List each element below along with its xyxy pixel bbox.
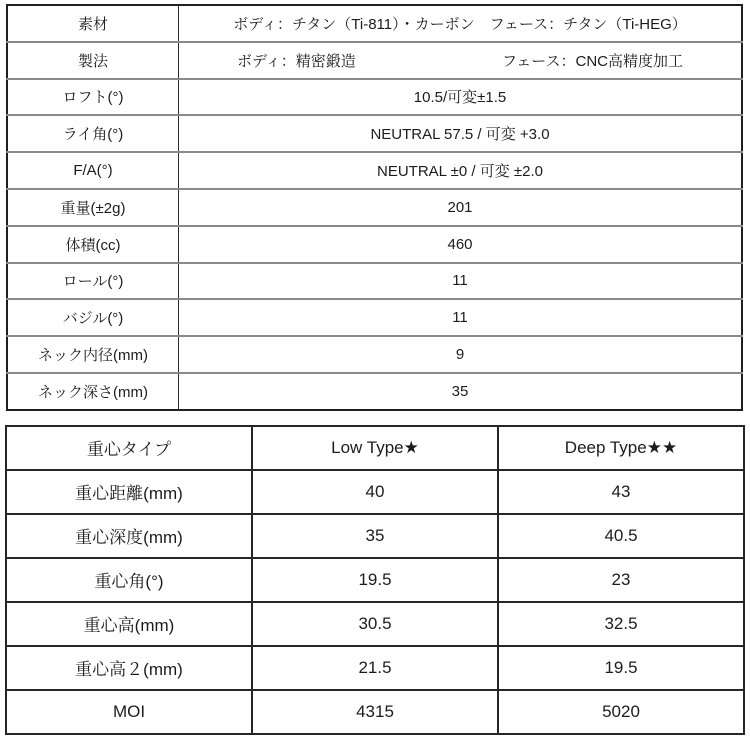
spec-value-roll: 11 <box>179 263 743 300</box>
cg-distance-low: 40 <box>252 470 498 514</box>
cg-header-low-type: Low Type★ <box>252 426 498 470</box>
spec-value-weight: 201 <box>179 189 743 226</box>
spec-label-neck-depth: ネック深さ(mm) <box>7 373 179 410</box>
cg-distance-deep: 43 <box>498 470 744 514</box>
cg-row-height <box>6 602 744 646</box>
table-row-method <box>7 42 742 79</box>
spec-value-neck-inner-diameter: 9 <box>179 336 743 373</box>
cg-table <box>5 425 745 735</box>
cg-label-angle: 重心角(°) <box>6 558 252 602</box>
spec-label-face-angle: F/A(°) <box>7 152 179 189</box>
spec-value-face-angle: NEUTRAL ±0 / 可変 ±2.0 <box>179 152 743 189</box>
cg-header-row <box>6 426 744 470</box>
spec-label-volume: 体積(cc) <box>7 226 179 263</box>
cg-row-moi <box>6 690 744 734</box>
spec-label-neck-inner-diameter: ネック内径(mm) <box>7 336 179 373</box>
spec-value-neck-depth: 35 <box>179 373 743 410</box>
spec-label-material: 素材 <box>7 5 179 42</box>
cg-height2-deep: 19.5 <box>498 646 744 690</box>
spec-table <box>6 4 743 411</box>
table-row-lie-angle <box>7 115 742 152</box>
cg-row-height2 <box>6 646 744 690</box>
cg-label-distance: 重心距離(mm) <box>6 470 252 514</box>
table-row-face-angle <box>7 152 742 189</box>
cg-label-height: 重心高(mm) <box>6 602 252 646</box>
cg-header-deep-type: Deep Type★★ <box>498 426 744 470</box>
cg-depth-low: 35 <box>252 514 498 558</box>
method-body-value: ボディ：精密鍛造 <box>237 52 356 70</box>
cg-angle-deep: 23 <box>498 558 744 602</box>
table-row-neck-depth <box>7 373 742 410</box>
spec-label-roll: ロール(°) <box>7 263 179 300</box>
spec-value-loft: 10.5/可変±1.5 <box>179 79 743 116</box>
table-row-weight <box>7 189 742 226</box>
spec-label-lie-angle: ライ角(°) <box>7 115 179 152</box>
spec-value-lie-angle: NEUTRAL 57.5 / 可変 +3.0 <box>179 115 743 152</box>
cg-row-distance <box>6 470 744 514</box>
cg-header-type: 重心タイプ <box>6 426 252 470</box>
cg-height-low: 30.5 <box>252 602 498 646</box>
table-row-loft <box>7 79 742 116</box>
spec-label-bulge: バジル(°) <box>7 299 179 336</box>
cg-moi-deep: 5020 <box>498 690 744 734</box>
cg-height2-low: 21.5 <box>252 646 498 690</box>
cg-row-depth <box>6 514 744 558</box>
spec-label-weight: 重量(±2g) <box>7 189 179 226</box>
table-row-roll <box>7 263 742 300</box>
spec-label-method: 製法 <box>7 42 179 79</box>
spec-value-bulge: 11 <box>179 299 743 336</box>
cg-height-deep: 32.5 <box>498 602 744 646</box>
cg-label-height2: 重心高２(mm) <box>6 646 252 690</box>
spec-value-method <box>179 42 743 79</box>
cg-label-moi: MOI <box>6 690 252 734</box>
method-values <box>179 50 741 71</box>
method-face-value: フェース：CNC高精度加工 <box>502 52 683 70</box>
cg-row-angle <box>6 558 744 602</box>
spec-label-loft: ロフト(°) <box>7 79 179 116</box>
spec-value-volume: 460 <box>179 226 743 263</box>
table-row-bulge <box>7 299 742 336</box>
table-row-volume <box>7 226 742 263</box>
cg-depth-deep: 40.5 <box>498 514 744 558</box>
spec-value-material: ボディ：チタン（Ti-811）・カーボン フェース：チタン（Ti-HEG） <box>233 15 687 33</box>
table-row-neck-inner-diameter <box>7 336 742 373</box>
cg-moi-low: 4315 <box>252 690 498 734</box>
table-row-material <box>7 5 742 42</box>
cg-angle-low: 19.5 <box>252 558 498 602</box>
cg-label-depth: 重心深度(mm) <box>6 514 252 558</box>
